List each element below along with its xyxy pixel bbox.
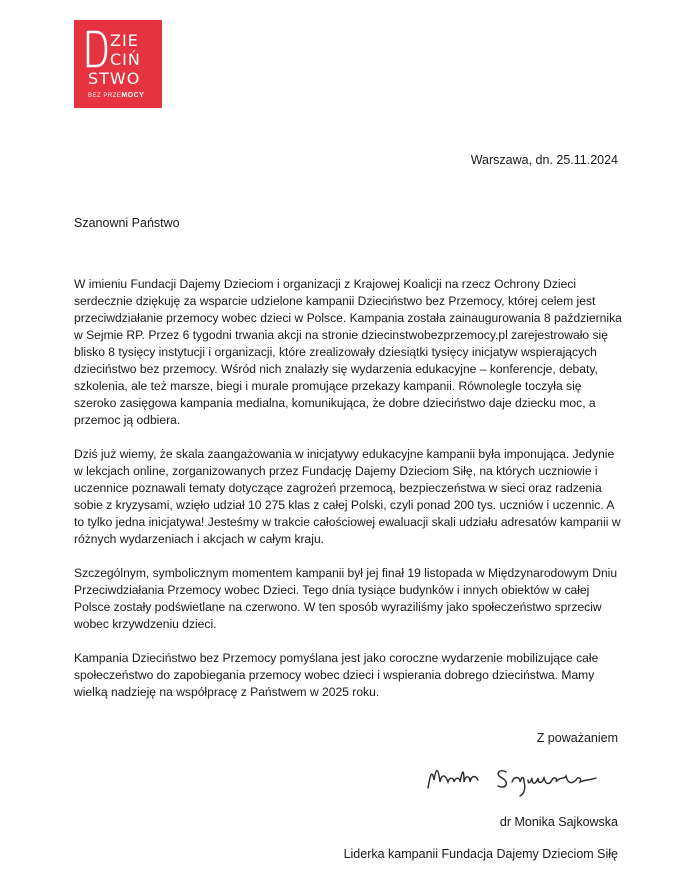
logo-text-line-2: CIŃ	[110, 50, 141, 69]
letter-date: Warszawa, dn. 25.11.2024	[470, 153, 618, 167]
letter-closing: Z poważaniem	[536, 731, 618, 745]
letter-body	[74, 276, 626, 718]
logo-text-line-3: STWO	[88, 69, 141, 88]
signer-role: Liderka kampanii Fundacja Dajemy Dzieciom Siłę	[343, 847, 618, 861]
paragraph-4: Kampania Dzieciństwo bez Przemocy pomyślana jest jako coroczne wydarzenie mobilizujące całe społeczeństwo do zapobiegania przemocy wobec dzieci i wspierania dobrego dzieciństwa. Mamy wielką nadzieję na współpracę z Państwem w 2025 roku.	[74, 651, 599, 699]
paragraph-2: Dziś już wiemy, że skala zaangażowania w inicjatywy edukacyjne kampanii była imponująca. Jedynie w lekcjach online, zorganizowanych przez Fundację Dajemy Dzieciom Siłę, na których uczniowie i uczennice poznawali tematy dotyczące zagrożeń przemocą, bezpieczeństwa w sieci oraz radzenia sobie z kryzysami, wzięło udział 10 275 klas z całej Polski, czyli ponad 200 tys. uczniów i uczennic. A to tylko jedna inicjatywa! Jesteśmy w trakcie całościowej ewaluacji skali udziału adresatów kampanii w różnych wydarzeniach i akcjach w całym kraju.	[74, 447, 621, 546]
campaign-logo	[74, 20, 162, 108]
logo-tagline	[88, 92, 144, 99]
signer-name: dr Monika Sajkowska	[499, 815, 618, 829]
paragraph-3: Szczególnym, symbolicznym momentem kampanii był jej finał 19 listopada w Międzynarodowym Dniu Przeciwdziałania Przemocy wobec Dzieci. Tego dnia tysiące budynków i innych obiektów w całej Polsce zostały podświetlane na czerwono. W ten sposób wyraziliśmy jako społeczeństwo sprzeciw wobec krzywdzeniu dzieci.	[74, 566, 618, 631]
logo-tag-bold: MOCY	[121, 92, 145, 99]
logo-text-line-1: ZIE	[110, 31, 139, 50]
paragraph-1: W imieniu Fundacji Dajemy Dzieciom i organizacji z Krajowej Koalicji na rzecz Ochrony Dzieci serdecznie dziękuję za wsparcie udzielone kampanii Dzieciństwo bez Przemocy, której celem jest przeciwdziałanie przemocy wobec dzieci w Polsce. Kampania została zainaugurowania 8 października w Sejmie RP. Przez 6 tygodni trwania akcji na stronie dziecinstwobezprzemocy.pl zarejestrowało się blisko 8 tysięcy instytucji i organizacji, które zrealizowały dziesiątki tysięcy inicjatyw wspierających dzieciństwo bez przemocy. Wśród nich znalazły się wydarzenia edukacyjne – konferencje, debaty, szkolenia, ale też marsze, biegi i murale promujące przekazy kampanii. Równolegle toczyła się szeroko zasięgowa kampania medialna, komunikująca, że dobre dzieciństwo daje dziecku moc, a przemoc ją odbiera.	[74, 277, 622, 427]
logo-tag-prefix: BEZ PRZE	[88, 93, 122, 99]
handwritten-signature	[420, 758, 620, 798]
letter-salutation: Szanowni Państwo	[74, 216, 180, 230]
